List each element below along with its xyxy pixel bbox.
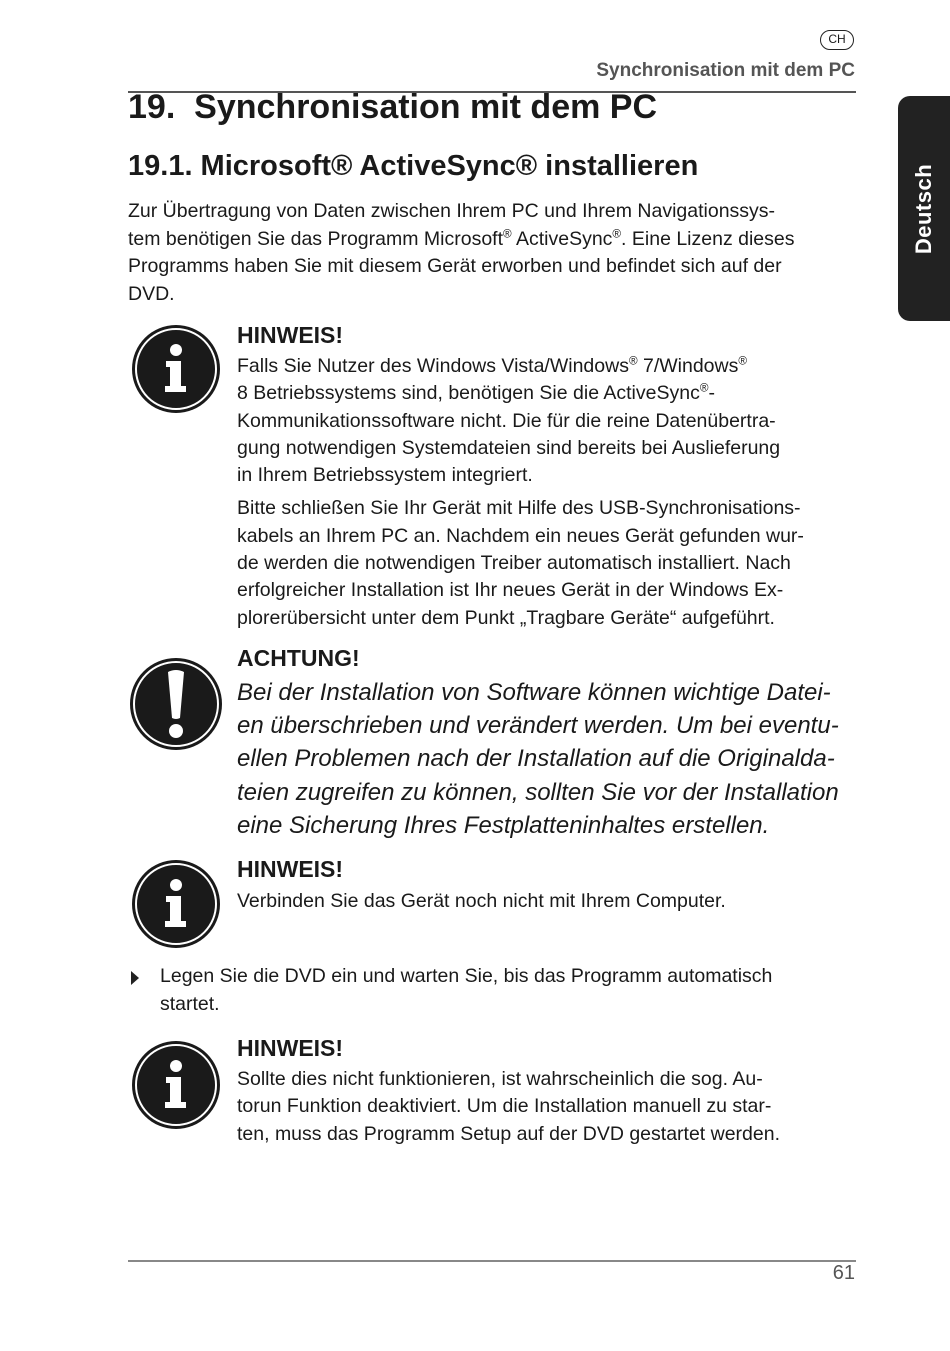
note-text: Falls Sie Nutzer des Windows Vista/Windows [237, 355, 629, 377]
info-icon [130, 858, 222, 950]
note-text: - [708, 382, 715, 405]
intro-line: Zur Übertragung von Daten zwischen Ihrem PC und Ihrem Navigationssys- [128, 200, 776, 222]
note-text: 7/Windows [637, 355, 739, 377]
running-header-title: Synchronisation mit dem PC [596, 60, 855, 81]
registered-mark: ® [699, 381, 709, 395]
warning-body [237, 676, 862, 842]
note-title: HINWEIS! [237, 856, 344, 882]
intro-text: . Eine Lizenz dieses [621, 227, 795, 250]
triangle-right-icon [131, 971, 139, 985]
section-heading [128, 88, 657, 127]
page-number: 61 [832, 1262, 855, 1284]
step-line: startet. [160, 992, 220, 1015]
warning-line: en überschrieben und verändert werden. Um bei eventu- [237, 712, 839, 740]
warning-line: teien zugreifen zu können, sollten Sie vor der Installation [237, 778, 839, 806]
note-text: de werden die notwendigen Treiber automatisch installiert. Nach [237, 552, 791, 575]
side-tab-label: Deutsch [911, 163, 936, 254]
note-text: 8 Betriebssystems sind, benötigen Sie die ActiveSync [237, 382, 700, 405]
language-side-tab [898, 96, 950, 321]
registered-mark: ® [612, 227, 622, 240]
intro-paragraph [128, 198, 858, 308]
step-text [160, 963, 850, 1018]
registered-mark: ® [503, 227, 512, 240]
section-title: Synchronisation mit dem PC [194, 88, 658, 126]
intro-text: tem benötigen Sie das Programm Microsoft [128, 227, 503, 250]
warning-line: ellen Problemen nach der Installation auf die Originalda- [237, 745, 835, 773]
step-line: Legen Sie die DVD ein und warten Sie, bis das Programm automatisch [160, 965, 773, 987]
note-text: kabels an Ihrem PC an. Nachdem ein neues Gerät gefunden wur- [237, 524, 804, 547]
note-text: in Ihrem Betriebssystem integriert. [237, 464, 533, 487]
note-text: Verbinden Sie das Gerät noch nicht mit Ihrem Computer. [237, 890, 726, 912]
note-text: Kommunikationssoftware nicht. Die für die reine Datenübertra- [237, 409, 776, 432]
registered-mark: ® [628, 354, 638, 368]
intro-line: DVD. [128, 282, 175, 305]
note-body [237, 353, 859, 632]
section-number: 19. [128, 88, 176, 126]
note-text: Sollte dies nicht funktionieren, ist wahrscheinlich die sog. Au- [237, 1068, 763, 1090]
country-badge: CH [820, 30, 854, 50]
note-text: ten, muss das Programm Setup auf der DVD gestartet werden. [237, 1122, 781, 1145]
registered-mark: ® [738, 354, 747, 368]
intro-line: Programms haben Sie mit diesem Gerät erworben und befindet sich auf der [128, 255, 782, 277]
warning-line: eine Sicherung Ihres Festplatteninhaltes erstellen. [237, 811, 770, 839]
note-text: torun Funktion deaktiviert. Um die Installation manuell zu star- [237, 1095, 772, 1118]
note-title: HINWEIS! [237, 1035, 344, 1061]
intro-line [128, 226, 858, 254]
note-body [237, 888, 859, 915]
note-text: Bitte schließen Sie Ihr Gerät mit Hilfe des USB-Synchronisations- [237, 497, 801, 520]
exclamation-icon [128, 656, 224, 752]
note-text: erfolgreicher Installation ist Ihr neues Gerät in der Windows Ex- [237, 579, 784, 602]
note-text: plorerübersicht unter dem Punkt „Tragbare Geräte“ aufgeführt. [237, 606, 775, 629]
subsection-heading: 19.1. Microsoft® ActiveSync® installieren [128, 150, 699, 182]
warning-line: Bei der Installation von Software können wichtige Datei- [237, 679, 831, 706]
info-icon [130, 323, 222, 415]
warning-title: ACHTUNG! [237, 645, 360, 671]
info-icon [130, 1039, 222, 1131]
intro-text: ActiveSync [511, 227, 613, 250]
footer-rule [128, 1260, 856, 1262]
note-body [237, 1066, 859, 1148]
note-text: gung notwendigen Systemdateien sind bereits bei Auslieferung [237, 436, 781, 459]
note-title: HINWEIS! [237, 322, 344, 348]
